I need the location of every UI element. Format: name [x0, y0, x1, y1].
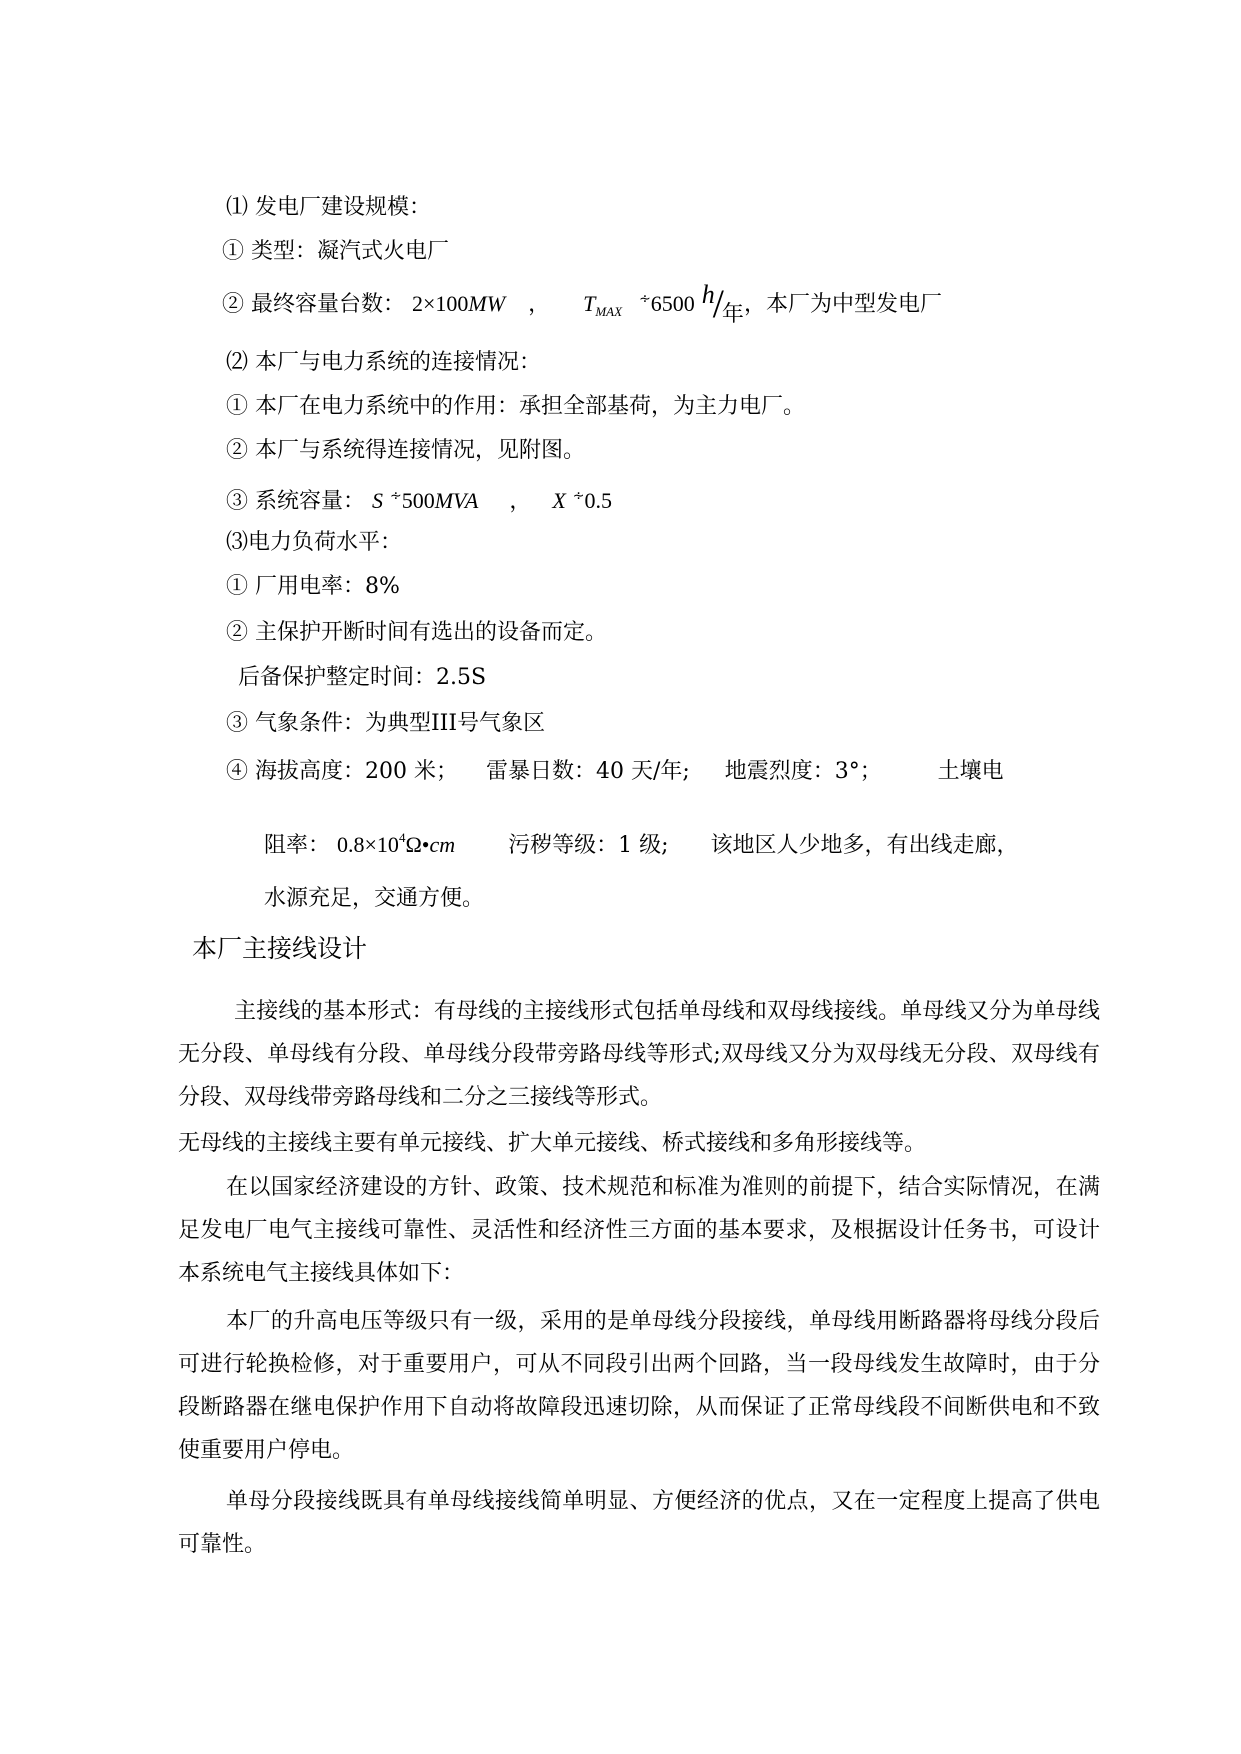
- section2-item1: ① 本厂在电力系统中的作用：承担全部基荷，为主力电厂。: [226, 394, 805, 419]
- section1-title: ⑴ 发电厂建设规模：: [226, 195, 431, 220]
- frac-denominator: 年: [721, 302, 744, 327]
- item2-sep: ，: [528, 292, 551, 317]
- resistivity-rest: 污秽等级：1 级; 该地区人少地多，有出线走廊，: [508, 833, 1019, 858]
- section-heading: 本厂主接线设计: [192, 934, 368, 963]
- tmax-value: 6500: [650, 291, 695, 316]
- frac-slash: /: [712, 281, 724, 326]
- section3-item3: ③ 气象条件：为典型III号气象区: [226, 711, 546, 736]
- resistivity-prefix: 阻率：: [264, 833, 331, 858]
- section2-title: ⑵ 本厂与电力系统的连接情况：: [226, 350, 541, 375]
- section1-item2: [222, 280, 942, 330]
- paragraph-4: 本厂的升高电压等级只有一级，采用的是单母线分段接线，单母线用断路器将母线分段后可进行轮换检修，对于重要用户，可从不同段引出两个回路，当一段母线发生故障时，由于分段断路器在继电保护作用下自动将故障段迅速切除，从而保证了正常母线段不间断供电和不致使重要用户停电。: [178, 1309, 1100, 1463]
- section3-item2: ② 主保护开断时间有选出的设备而定。: [226, 620, 607, 645]
- section2-item3: [226, 481, 612, 517]
- resistivity-exp: 4: [398, 830, 406, 845]
- paragraph-1: 主接线的基本形式：有母线的主接线形式包括单母线和双母线接线。单母线又分为单母线无分段、单母线有分段、单母线分段带旁路母线等形式;双母线又分为双母线无分段、双母线有分段、双母线带旁路母线和二分之三接线等形式。: [178, 999, 1100, 1110]
- section3-item2b: 后备保护整定时间：2.5S: [238, 665, 487, 690]
- paragraph-5: 单母分段接线既具有单母线接线简单明显、方便经济的优点，又在一定程度上提高了供电可靠性。: [178, 1489, 1100, 1557]
- x-value: 0.5: [584, 488, 613, 513]
- capacity-value: 2×100: [412, 291, 469, 316]
- section2-item2: ② 本厂与系统得连接情况，见附图。: [226, 438, 585, 463]
- tmax-symbol: T: [583, 291, 596, 316]
- resistivity-value: 0.8×10: [337, 832, 399, 857]
- item3-sep: ，: [509, 489, 532, 514]
- frac-numerator: h: [701, 280, 715, 309]
- section3-item4-line2: [264, 823, 1019, 861]
- section3-item4-line3: 水源充足，交通方便。: [264, 886, 485, 911]
- approx-symbol: ∻: [390, 488, 402, 504]
- resistivity-unit2: cm: [429, 832, 456, 857]
- approx-symbol-2: ∻: [572, 488, 585, 504]
- x-symbol: X: [552, 488, 566, 513]
- s-symbol: S: [372, 488, 383, 513]
- item3-prefix: ③ 系统容量：: [226, 489, 365, 514]
- paragraph-2: 无母线的主接线主要有单元接线、扩大单元接线、桥式接线和多角形接线等。: [178, 1131, 927, 1156]
- resistivity-unit: Ω•: [405, 832, 430, 857]
- section3-item1: ① 厂用电率：8%: [226, 574, 400, 599]
- item2-suffix: ，本厂为中型发电厂: [743, 292, 942, 317]
- s-unit: MVA: [434, 488, 479, 513]
- section1-item1: ① 类型：凝汽式火电厂: [222, 239, 449, 264]
- paragraph-3: 在以国家经济建设的方针、政策、技术规范和标准为准则的前提下，结合实际情况，在满足发电厂电气主接线可靠性、灵活性和经济性三方面的基本要求，及根据设计任务书，可设计本系统电气主接线具体如下：: [178, 1175, 1100, 1286]
- section3-item4-line1: ④ 海拔高度：200 米； 雷暴日数：40 天/年; 地震烈度：3°； 土壤电: [226, 759, 1004, 784]
- s-value: 500: [401, 488, 435, 513]
- section3-title: ⑶电力负荷水平：: [226, 530, 403, 555]
- item2-prefix: ② 最终容量台数：: [222, 292, 405, 317]
- tmax-subscript: MAX: [595, 304, 623, 319]
- capacity-unit: MW: [468, 291, 506, 316]
- approx-symbol: ∻: [639, 291, 651, 307]
